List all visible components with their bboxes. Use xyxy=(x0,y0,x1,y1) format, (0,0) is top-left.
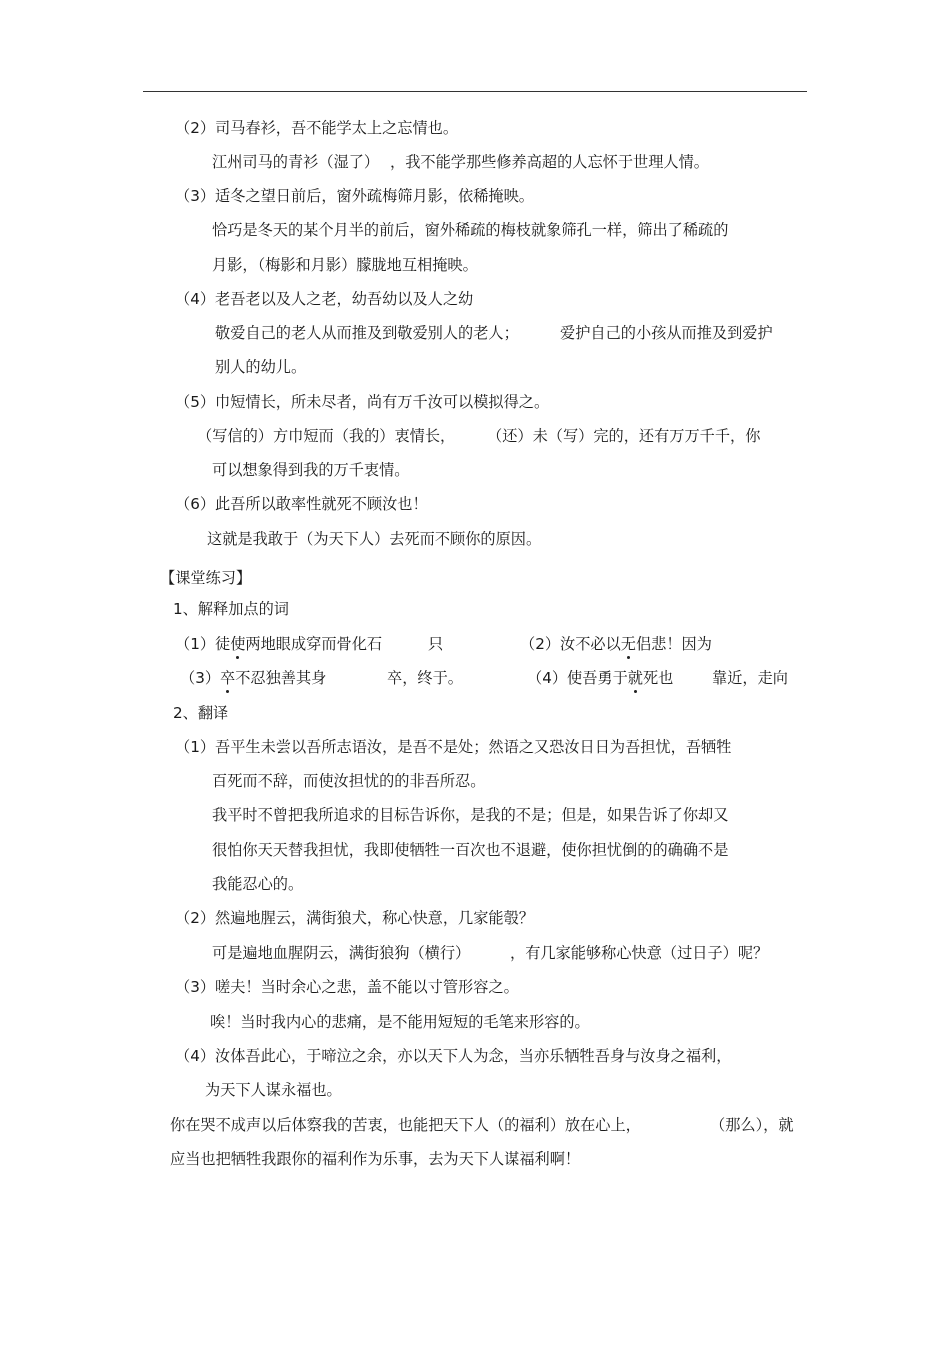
sentence-4-translation-1b: 爱护自己的小孩从而推及到爱护 xyxy=(560,324,773,342)
sentence-4-translation-1a: 敬爱自己的老人从而推及到敬爱别人的老人； xyxy=(215,324,519,342)
translate-1-translation-1: 我平时不曾把我所追求的目标告诉你，是我的不是；但是，如果告诉了你却又 xyxy=(212,806,729,824)
sentence-4-source: （4）老吾老以及人之老，幼吾幼以及人之幼 xyxy=(175,290,474,308)
sentence-3-source: （3）适冬之望日前后，窗外疏梅筛月影，依稀掩映。 xyxy=(175,187,534,205)
question-2-title: 2、翻译 xyxy=(173,704,229,722)
sentence-6-translation: 这就是我敢于（为天下人）去死而不顾你的原因。 xyxy=(207,530,542,548)
translate-1-translation-3: 我能忍心的。 xyxy=(212,875,304,893)
translate-4-source-2: 为天下人谋永福也。 xyxy=(205,1081,342,1099)
sentence-6-source: （6）此吾所以敢率性就死不顾汝也！ xyxy=(175,495,428,513)
q1-item-4 xyxy=(527,668,673,688)
translate-3-source: （3）嗟夫！当时余心之悲，盖不能以寸管形容之。 xyxy=(175,978,519,996)
sentence-2-translation-a: 江州司马的青衫（湿了） xyxy=(212,153,380,171)
sentence-3-translation-2: 月影，（梅影和月影）朦胧地互相掩映。 xyxy=(212,256,478,274)
translate-4-translation-1b: （那么），就 xyxy=(710,1116,794,1134)
q1-item-3-dotted-word: 卒 xyxy=(220,669,236,687)
q1-item-1-pre: （1）徒 xyxy=(175,635,231,653)
sentence-2-source: （2）司马春衫，吾不能学太上之忘情也。 xyxy=(175,119,459,137)
translate-4-translation-2: 应当也把牺牲我跟你的福利作为乐事，去为天下人谋福利啊！ xyxy=(170,1150,581,1168)
q1-item-2-pre: （2）汝不必以 xyxy=(520,635,621,653)
translate-2-translation-b: ，有几家能够称心快意（过日子）呢？ xyxy=(510,944,769,962)
q1-item-1-post: 两地眼成穿而骨化石 xyxy=(245,635,383,653)
q1-item-3 xyxy=(180,668,326,688)
sentence-5-translation-2: 可以想象得到我的万千衷情。 xyxy=(212,461,410,479)
header-rule xyxy=(143,91,807,92)
translate-1-source-1: （1）吾平生未尝以吾所志语汝，是吾不是处；然语之又恐汝日日为吾担忧，吾牺牲 xyxy=(175,738,732,756)
sentence-5-translation-1a: （写信的）方巾短而（我的）衷情长， xyxy=(197,427,456,445)
translate-2-source: （2）然遍地腥云，满街狼犬，称心快意，几家能彀？ xyxy=(175,909,534,927)
q1-item-2-post: 侣悲！因为 xyxy=(635,635,712,653)
q1-item-3-pre: （3） xyxy=(180,669,221,687)
q1-item-2-dotted-word: 无 xyxy=(620,635,636,653)
translate-1-translation-2: 很怕你天天替我担忧，我即使牺牲一百次也不退避，使你担忧倒的的确确不是 xyxy=(212,841,729,859)
q1-item-1 xyxy=(175,634,382,654)
exercise-heading: 【课堂练习】 xyxy=(160,569,252,587)
q1-item-3-post: 不忍独善其身 xyxy=(235,669,327,687)
q1-item-1-dotted-word: 使 xyxy=(230,635,246,653)
sentence-5-translation-1b: （还）未（写）完的，还有万万千千，你 xyxy=(487,427,761,445)
q1-item-1-answer: 只 xyxy=(428,635,444,653)
translate-1-source-2: 百死而不辞，而使汝担忧的的非吾所忍。 xyxy=(212,772,486,790)
sentence-4-translation-2: 别人的幼儿。 xyxy=(215,358,307,376)
q1-item-3-answer: 卒，终于。 xyxy=(387,669,463,687)
translate-3-translation: 唉！当时我内心的悲痛，是不能用短短的毛笔来形容的。 xyxy=(210,1013,590,1031)
translate-4-translation-1a: 你在哭不成声以后体察我的苦衷，也能把天下人（的福利）放在心上， xyxy=(170,1116,641,1134)
q1-item-2 xyxy=(520,634,712,654)
sentence-5-source: （5）巾短情长，所未尽者，尚有万千汝可以模拟得之。 xyxy=(175,393,550,411)
sentence-3-translation-1: 恰巧是冬天的某个月半的前后，窗外稀疏的梅枝就象筛孔一样，筛出了稀疏的 xyxy=(212,221,729,239)
question-1-title: 1、解释加点的词 xyxy=(173,600,289,618)
sentence-2-translation-b: ，我不能学那些修养高超的人忘怀于世理人情。 xyxy=(390,153,709,171)
q1-item-4-post: 死也 xyxy=(642,669,674,687)
translate-4-source-1: （4）汝体吾此心，于啼泣之余，亦以天下人为念，当亦乐牺牲吾身与汝身之福利， xyxy=(175,1047,732,1065)
q1-item-4-answer: 靠近，走向 xyxy=(712,669,788,687)
q1-item-4-pre: （4）使吾勇于 xyxy=(527,669,628,687)
q1-item-4-dotted-word: 就 xyxy=(627,669,643,687)
translate-2-translation-a: 可是遍地血腥阴云，满街狼狗（横行） xyxy=(212,944,471,962)
